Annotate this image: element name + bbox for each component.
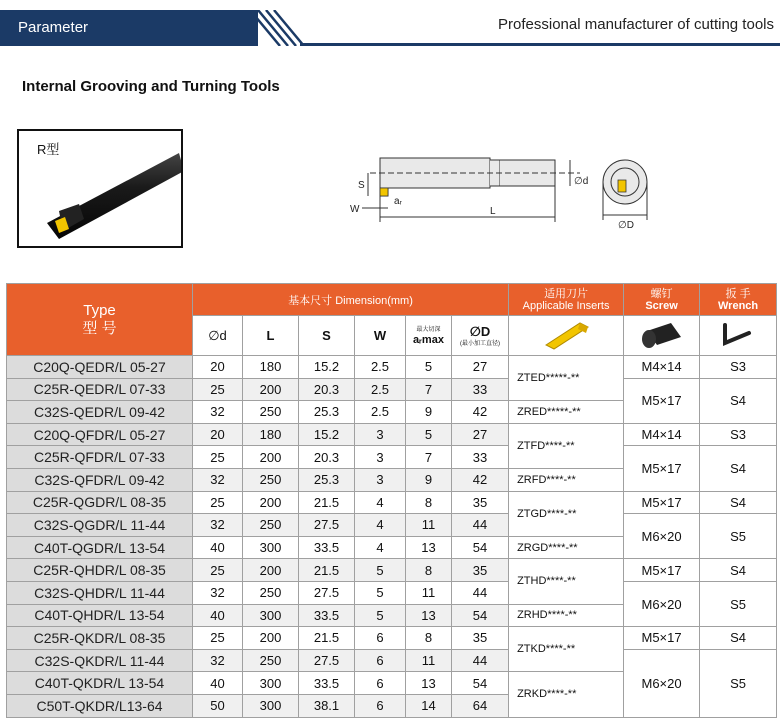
wrench-spec: S4 bbox=[700, 491, 777, 514]
col-armax-label: aᵣmax bbox=[413, 333, 444, 346]
cell-d: 32 bbox=[193, 581, 243, 604]
row-type: C25R-QGDR/L 08-35 bbox=[7, 491, 193, 514]
cell-w: 4 bbox=[355, 536, 406, 559]
cell-bigd: 33 bbox=[452, 378, 509, 401]
cell-s: 21.5 bbox=[299, 491, 355, 514]
cell-s: 25.3 bbox=[299, 468, 355, 491]
row-type: C20Q-QFDR/L 05-27 bbox=[7, 423, 193, 446]
screw-spec: M4×14 bbox=[624, 423, 700, 446]
cell-l: 300 bbox=[243, 672, 299, 695]
col-w: W bbox=[355, 316, 406, 356]
cell-s: 27.5 bbox=[299, 649, 355, 672]
cell-l: 250 bbox=[243, 649, 299, 672]
cell-d: 32 bbox=[193, 649, 243, 672]
wrench-spec: S4 bbox=[700, 378, 777, 423]
row-type: C40T-QHDR/L 13-54 bbox=[7, 604, 193, 627]
cell-bigd: 42 bbox=[452, 401, 509, 424]
banner-tab bbox=[0, 10, 258, 46]
header-type-cn: 型 号 bbox=[82, 319, 117, 337]
page-banner bbox=[0, 0, 780, 46]
screw-spec: M6×20 bbox=[624, 514, 700, 559]
cell-l: 180 bbox=[243, 356, 299, 379]
col-armax-cn: 最大切深 bbox=[416, 326, 441, 333]
cell-l: 200 bbox=[243, 446, 299, 469]
cell-a: 5 bbox=[406, 356, 452, 379]
header-dimension: 基本尺寸 Dimension(mm) bbox=[193, 284, 509, 316]
insert-code: ZRHD****-** bbox=[509, 604, 624, 627]
col-bigd-cn: (最小加工直径) bbox=[460, 340, 501, 347]
cell-d: 32 bbox=[193, 514, 243, 537]
cell-w: 6 bbox=[355, 672, 406, 695]
dim-label-ar: aᵣ bbox=[394, 196, 402, 207]
screw-spec: M5×17 bbox=[624, 559, 700, 582]
cell-bigd: 27 bbox=[452, 356, 509, 379]
insert-code: ZTHD****-** bbox=[509, 559, 624, 604]
wrench-spec: S4 bbox=[700, 559, 777, 582]
header-inserts-cn: 适用刀片 bbox=[544, 287, 589, 300]
cell-bigd: 27 bbox=[452, 423, 509, 446]
cell-w: 4 bbox=[355, 491, 406, 514]
wrench-spec: S5 bbox=[700, 514, 777, 559]
cell-l: 300 bbox=[243, 536, 299, 559]
cell-l: 200 bbox=[243, 559, 299, 582]
cell-l: 300 bbox=[243, 694, 299, 717]
cell-d: 25 bbox=[193, 491, 243, 514]
cell-s: 15.2 bbox=[299, 356, 355, 379]
cell-a: 9 bbox=[406, 468, 452, 491]
cell-d: 25 bbox=[193, 627, 243, 650]
wrench-spec: S5 bbox=[700, 649, 777, 717]
cell-w: 6 bbox=[355, 627, 406, 650]
col-d: ∅d bbox=[193, 316, 243, 356]
insert-code: ZTGD****-** bbox=[509, 491, 624, 536]
cell-s: 33.5 bbox=[299, 672, 355, 695]
screw-spec: M6×20 bbox=[624, 649, 700, 717]
cell-d: 50 bbox=[193, 694, 243, 717]
dim-label-l: L bbox=[490, 206, 496, 217]
screw-spec: M5×17 bbox=[624, 627, 700, 650]
banner-underline bbox=[300, 43, 780, 46]
screw-spec: M5×17 bbox=[624, 378, 700, 423]
dim-label-w: W bbox=[350, 204, 360, 215]
banner-stripes-decoration bbox=[250, 10, 310, 46]
cell-bigd: 44 bbox=[452, 649, 509, 672]
cell-bigd: 44 bbox=[452, 514, 509, 537]
header-type bbox=[7, 284, 193, 356]
header-screw-en: Screw bbox=[645, 299, 678, 312]
insert-code: ZRFD****-** bbox=[509, 468, 624, 491]
cell-w: 2.5 bbox=[355, 378, 406, 401]
col-bigd-label: ∅D bbox=[469, 323, 491, 339]
cell-bigd: 33 bbox=[452, 446, 509, 469]
cell-a: 7 bbox=[406, 378, 452, 401]
dim-label-s: S bbox=[358, 180, 365, 191]
cell-w: 5 bbox=[355, 559, 406, 582]
cell-s: 33.5 bbox=[299, 536, 355, 559]
wrench-spec: S4 bbox=[700, 627, 777, 650]
cell-l: 180 bbox=[243, 423, 299, 446]
header-screw-cn: 螺钉 bbox=[650, 287, 673, 300]
row-type: C32S-QEDR/L 09-42 bbox=[7, 401, 193, 424]
cell-w: 4 bbox=[355, 514, 406, 537]
cell-l: 250 bbox=[243, 581, 299, 604]
row-type: C50T-QKDR/L13-64 bbox=[7, 694, 193, 717]
row-type: C32S-QKDR/L 11-44 bbox=[7, 649, 193, 672]
dimension-drawing bbox=[350, 140, 670, 235]
screw-spec: M6×20 bbox=[624, 581, 700, 626]
boring-bar-image bbox=[19, 131, 181, 246]
cell-w: 6 bbox=[355, 649, 406, 672]
cell-a: 9 bbox=[406, 401, 452, 424]
cell-w: 3 bbox=[355, 446, 406, 469]
cell-w: 5 bbox=[355, 604, 406, 627]
header-inserts-en: Applicable Inserts bbox=[522, 299, 610, 312]
cell-d: 40 bbox=[193, 604, 243, 627]
cell-bigd: 35 bbox=[452, 559, 509, 582]
header-wrench-en: Wrench bbox=[717, 299, 759, 312]
col-armax bbox=[406, 316, 452, 356]
row-type: C40T-QKDR/L 13-54 bbox=[7, 672, 193, 695]
screw-icon bbox=[624, 316, 700, 356]
cell-d: 25 bbox=[193, 446, 243, 469]
cell-l: 200 bbox=[243, 627, 299, 650]
row-type: C25R-QEDR/L 07-33 bbox=[7, 378, 193, 401]
insert-code: ZRED*****-** bbox=[509, 401, 624, 424]
cell-d: 32 bbox=[193, 468, 243, 491]
header-wrench-cn: 扳 手 bbox=[725, 287, 751, 300]
cell-a: 8 bbox=[406, 559, 452, 582]
row-type: C32S-QFDR/L 09-42 bbox=[7, 468, 193, 491]
insert-code: ZRGD****-** bbox=[509, 536, 624, 559]
cell-w: 3 bbox=[355, 423, 406, 446]
cell-d: 20 bbox=[193, 423, 243, 446]
row-type: C40T-QGDR/L 13-54 bbox=[7, 536, 193, 559]
cell-bigd: 35 bbox=[452, 491, 509, 514]
cell-bigd: 64 bbox=[452, 694, 509, 717]
cell-d: 20 bbox=[193, 356, 243, 379]
header-inserts bbox=[509, 284, 624, 316]
cell-bigd: 44 bbox=[452, 581, 509, 604]
cell-l: 300 bbox=[243, 604, 299, 627]
cell-s: 33.5 bbox=[299, 604, 355, 627]
wrench-spec: S3 bbox=[700, 423, 777, 446]
insert-code: ZTED*****-** bbox=[509, 356, 624, 401]
cell-s: 27.5 bbox=[299, 514, 355, 537]
insert-icon bbox=[509, 316, 624, 356]
cell-bigd: 35 bbox=[452, 627, 509, 650]
cell-d: 40 bbox=[193, 672, 243, 695]
dim-label-d: ∅d bbox=[574, 176, 589, 187]
photo-label: R型 bbox=[37, 142, 60, 157]
screw-spec: M5×17 bbox=[624, 491, 700, 514]
cell-bigd: 54 bbox=[452, 604, 509, 627]
cell-w: 3 bbox=[355, 468, 406, 491]
cell-w: 5 bbox=[355, 581, 406, 604]
banner-slogan: Professional manufacturer of cutting tools bbox=[498, 16, 774, 33]
cell-s: 15.2 bbox=[299, 423, 355, 446]
row-type: C25R-QHDR/L 08-35 bbox=[7, 559, 193, 582]
insert-code: ZTKD****-** bbox=[509, 627, 624, 672]
cell-a: 5 bbox=[406, 423, 452, 446]
section-title: Internal Grooving and Turning Tools bbox=[22, 78, 280, 95]
cell-s: 38.1 bbox=[299, 694, 355, 717]
screw-spec: M5×17 bbox=[624, 446, 700, 491]
cell-w: 2.5 bbox=[355, 401, 406, 424]
wrench-spec: S3 bbox=[700, 356, 777, 379]
cell-s: 25.3 bbox=[299, 401, 355, 424]
cell-a: 14 bbox=[406, 694, 452, 717]
cell-a: 8 bbox=[406, 627, 452, 650]
row-type: C25R-QFDR/L 07-33 bbox=[7, 446, 193, 469]
header-type-en: Type bbox=[83, 301, 116, 319]
specification-table bbox=[6, 283, 777, 718]
product-photo bbox=[17, 129, 183, 248]
wrench-spec: S5 bbox=[700, 581, 777, 626]
cell-d: 25 bbox=[193, 559, 243, 582]
row-type: C25R-QKDR/L 08-35 bbox=[7, 627, 193, 650]
cell-a: 13 bbox=[406, 604, 452, 627]
cell-l: 200 bbox=[243, 378, 299, 401]
cell-a: 13 bbox=[406, 536, 452, 559]
cell-s: 21.5 bbox=[299, 627, 355, 650]
cell-d: 25 bbox=[193, 378, 243, 401]
dim-label-bigd: ∅D bbox=[618, 220, 634, 231]
screw-spec: M4×14 bbox=[624, 356, 700, 379]
wrench-icon bbox=[700, 316, 777, 356]
row-type: C32S-QHDR/L 11-44 bbox=[7, 581, 193, 604]
cell-d: 32 bbox=[193, 401, 243, 424]
cell-a: 11 bbox=[406, 514, 452, 537]
cell-bigd: 42 bbox=[452, 468, 509, 491]
insert-code: ZTFD****-** bbox=[509, 423, 624, 468]
banner-tab-label: Parameter bbox=[18, 19, 89, 36]
cell-s: 21.5 bbox=[299, 559, 355, 582]
cell-l: 250 bbox=[243, 401, 299, 424]
wrench-spec: S4 bbox=[700, 446, 777, 491]
cell-bigd: 54 bbox=[452, 536, 509, 559]
cell-s: 20.3 bbox=[299, 378, 355, 401]
header-screw bbox=[624, 284, 700, 316]
cell-a: 11 bbox=[406, 581, 452, 604]
row-type: C20Q-QEDR/L 05-27 bbox=[7, 356, 193, 379]
cell-l: 200 bbox=[243, 491, 299, 514]
insert-code: ZRKD****-** bbox=[509, 672, 624, 717]
cell-a: 13 bbox=[406, 672, 452, 695]
col-s: S bbox=[299, 316, 355, 356]
cell-l: 250 bbox=[243, 514, 299, 537]
cell-l: 250 bbox=[243, 468, 299, 491]
header-wrench bbox=[700, 284, 777, 316]
cell-s: 20.3 bbox=[299, 446, 355, 469]
cell-a: 11 bbox=[406, 649, 452, 672]
col-bigd bbox=[452, 316, 509, 356]
row-type: C32S-QGDR/L 11-44 bbox=[7, 514, 193, 537]
cell-d: 40 bbox=[193, 536, 243, 559]
cell-bigd: 54 bbox=[452, 672, 509, 695]
cell-a: 7 bbox=[406, 446, 452, 469]
cell-w: 6 bbox=[355, 694, 406, 717]
cell-w: 2.5 bbox=[355, 356, 406, 379]
cell-a: 8 bbox=[406, 491, 452, 514]
col-l: L bbox=[243, 316, 299, 356]
cell-s: 27.5 bbox=[299, 581, 355, 604]
